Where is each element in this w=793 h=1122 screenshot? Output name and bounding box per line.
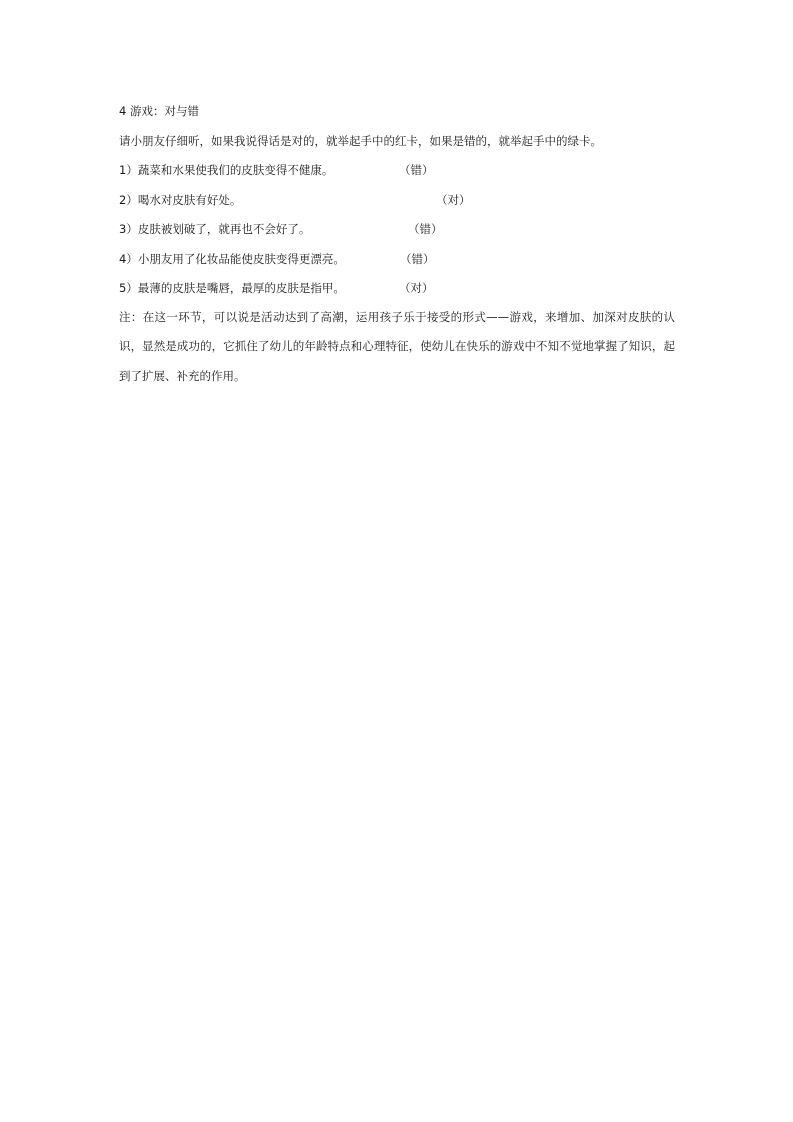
list-item — [119, 190, 679, 220]
list-item — [119, 278, 679, 308]
item-answer: （错） — [399, 163, 434, 177]
document-content — [119, 101, 679, 391]
note-text: 注：在这一环节，可以说是活动达到了高潮，运用孩子乐于接受的形式——游戏，来增加、加深对皮肤的认识，显然是成功的，它抓住了幼儿的年龄特点和心理特征，使幼儿在快乐的游戏中不知不觉地掌握了知识，起到了扩展、补充的作用。 — [119, 309, 675, 383]
item-statement: 2）喝水对皮肤有好处。 — [119, 192, 242, 207]
item-statement: 3）皮肤被划破了，就再也不会好了。 — [119, 222, 311, 236]
item-answer: （错） — [408, 222, 443, 236]
item-statement: 5）最薄的皮肤是嘴唇，最厚的皮肤是指甲。 — [119, 281, 345, 295]
section-title — [119, 101, 679, 131]
item-answer: （错） — [400, 251, 435, 266]
list-item — [119, 160, 679, 190]
note-paragraph — [119, 303, 675, 392]
item-answer: （对） — [399, 281, 434, 295]
intro-paragraph — [119, 131, 679, 161]
list-item — [119, 249, 679, 279]
list-item — [119, 219, 679, 249]
intro-text: 请小朋友仔细听，如果我说得话是对的，就举起手中的红卡，如果是错的，就举起手中的绿卡。 — [119, 133, 602, 148]
item-answer: （对） — [436, 192, 471, 207]
section-title-text: 4 游戏：对与错 — [119, 104, 199, 118]
item-statement: 4）小朋友用了化妆品能使皮肤变得更漂亮。 — [119, 251, 345, 266]
item-statement: 1）蔬菜和水果使我们的皮肤变得不健康。 — [119, 163, 334, 177]
